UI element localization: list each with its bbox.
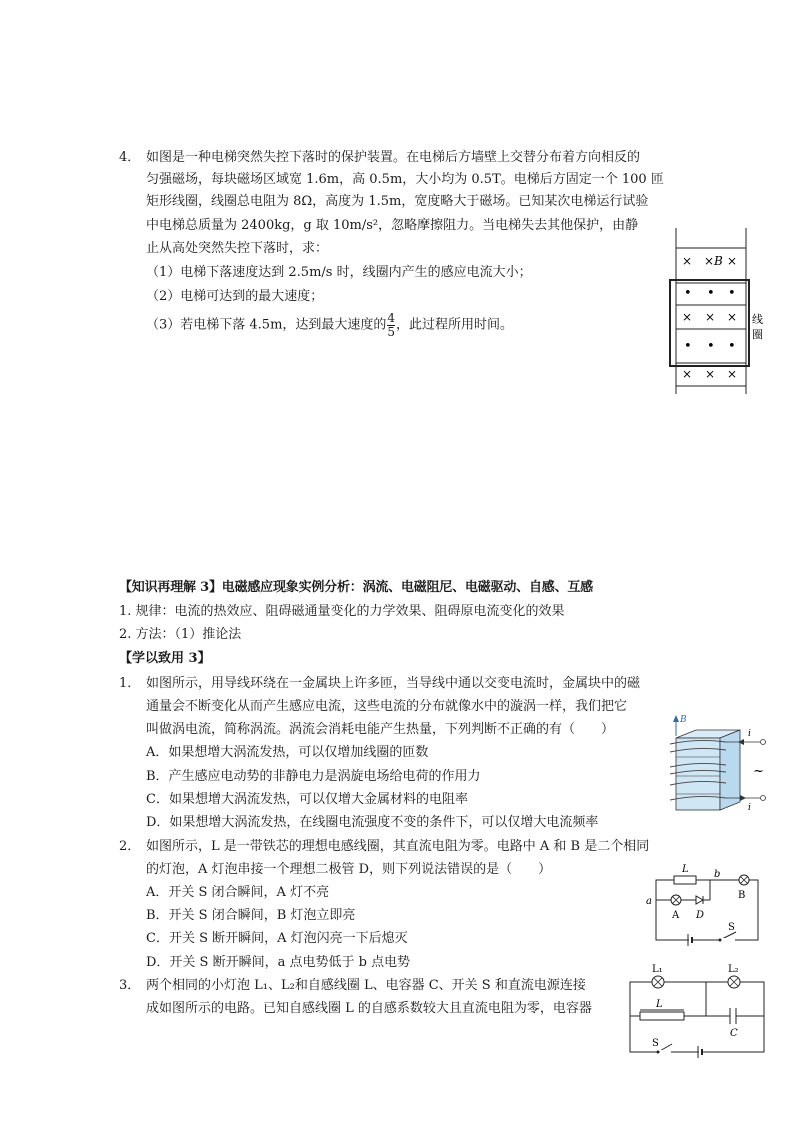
node-b-label: b (714, 869, 721, 880)
dot-symbol: • (728, 339, 736, 354)
b-field-label: B (714, 254, 723, 268)
inductor-label: L (656, 999, 663, 1010)
q2-circuit-figure (644, 858, 766, 950)
q3-circuit-figure (626, 960, 770, 1058)
switch-contact (719, 939, 722, 942)
apply3-q1-option-b: B．产生感应电动势的非静电力是涡旋电场给电荷的作用力 (146, 769, 481, 784)
dot-symbol: • (707, 286, 715, 301)
battery-gap (689, 938, 691, 942)
switch-label: S (728, 922, 735, 933)
apply3-q2-option-a: A．开关 S 闭合瞬间，A 灯不亮 (146, 885, 330, 900)
switch-gap (721, 938, 735, 942)
q4-line-1: 如图是一种电梯突然失控下落时的保护装置。在电梯后方墙壁上交替分布着方向相反的 (146, 150, 641, 165)
apply3-q3-line-2: 成如图所示的电路。已知自感线圈 L 的自感系数较大且直流电阻为零，电容器 (146, 1001, 592, 1016)
apply3-q3-number: 3． (119, 978, 141, 993)
cross-symbol: × (727, 254, 738, 268)
battery-gap (699, 1050, 701, 1054)
apply3-q2-line-2: 的灯泡，A 灯泡串接一个理想二极管 D，则下列说法错误的是（ ） (146, 862, 552, 877)
switch-label: S (652, 1038, 659, 1049)
cross-symbol: × (704, 254, 715, 268)
knowledge3-item-1: 1. 规律：电流的热效应、阻碍磁通量变化的力学效果、阻碍原电流变化的效果 (119, 604, 565, 619)
q4-sub3-pre: （3）若电梯下落 4.5m，达到最大速度的 (146, 317, 387, 333)
current-arrow-bottom (740, 795, 746, 801)
q4-line-5: 止从高处突然失控下落时，求： (146, 241, 329, 256)
cross-symbol: × (682, 254, 693, 268)
current-label-bottom: i (748, 803, 751, 813)
cross-symbol: × (727, 310, 738, 324)
diode-label: D (696, 910, 705, 921)
coil-label-char: 圈 (752, 328, 763, 341)
apply3-q2-option-c: C．开关 S 断开瞬间，A 灯泡闪亮一下后熄灭 (146, 931, 408, 946)
lamp-b-label: B (738, 890, 746, 901)
ac-source-symbol: ~ (753, 764, 764, 779)
elevator-figure (664, 228, 774, 396)
q4-fraction-den: 5 (387, 325, 396, 339)
apply3-q1-line-1: 如图所示，用导线环绕在一金属块上许多匝，当导线中通以交变电流时，金属块中的磁 (146, 676, 641, 691)
knowledge3-heading: 【知识再理解 3】电磁感应现象实例分析：涡流、电磁阻尼、电磁驱动、自感、互感 (119, 580, 593, 595)
apply3-q2-line-1: 如图所示，L 是一带铁芯的理想电感线圈，其直流电阻为零。电路中 A 和 B 是二个相同 (146, 839, 650, 854)
q4-line-3: 矩形线圈，线圈总电阻为 8Ω，高度为 1.5m，宽度略大于磁场。已知某次电梯运行试验 (146, 194, 649, 209)
q4-line-4: 中电梯总质量为 2400kg，g 取 10m/s²，忽略摩擦阻力。当电梯失去其他保护，由静 (146, 218, 639, 233)
cross-symbol: × (682, 310, 693, 324)
q4-line-2: 匀强磁场，每块磁场区域宽 1.6m，高 0.5m，大小均为 0.5T。电梯后方固定一个 100 匝 (146, 172, 664, 187)
cross-symbol: × (727, 367, 738, 381)
eddy-current-figure (664, 712, 772, 822)
q4-sub2: （2）电梯可达到的最大速度； (146, 289, 324, 304)
apply3-q1-line-2: 通量会不断变化从而产生感应电流，这些电流的分布就像水中的漩涡一样，我们把它 (146, 699, 628, 714)
capacitor-gap (730, 1010, 736, 1022)
dot-symbol: • (707, 339, 715, 354)
terminal-bottom (761, 796, 766, 801)
inductor-coil (674, 876, 696, 884)
apply3-q1-line-3: 叫做涡电流，简称涡流。涡流会消耗电能产生热量，下列判断不正确的有（ ） (146, 722, 615, 737)
q4-sub1: （1）电梯下落速度达到 2.5m/s 时，线圈内产生的感应电流大小； (146, 265, 532, 280)
b-field-arrowhead (673, 715, 679, 722)
apply3-q2-option-d: D．开关 S 断开瞬间，a 点电势低于 b 点电势 (146, 955, 411, 970)
cross-symbol: × (705, 367, 716, 381)
apply3-q1-option-c: C．如果想增大涡流发热，可以仅增大金属材料的电阻率 (146, 792, 468, 807)
dot-symbol: • (684, 286, 692, 301)
lamp-l2-label: L₂ (728, 964, 739, 975)
current-label-top: i (748, 729, 751, 739)
b-field-label: B (680, 715, 687, 725)
terminal-top (761, 740, 766, 745)
apply3-q1-number: 1． (119, 676, 141, 691)
inductor-coil (640, 1012, 684, 1020)
inductor-label: L (682, 864, 689, 875)
coil-label-char: 线 (752, 313, 763, 326)
apply3-heading: 【学以致用 3】 (119, 651, 211, 666)
knowledge3-item-2: 2. 方法：（1）推论法 (119, 627, 242, 642)
apply3-q2-number: 2． (119, 839, 141, 854)
apply3-q1-option-d: D．如果想增大涡流发热，在线圈电流强度不变的条件下，可以仅增大电流频率 (146, 815, 599, 830)
dot-symbol: • (728, 286, 736, 301)
apply3-q2-option-b: B．开关 S 闭合瞬间，B 灯泡立即亮 (146, 908, 356, 923)
apply3-q1-option-a: A．如果想增大涡流发热，可以仅增加线圈的匝数 (146, 745, 429, 760)
lamp-a-label: A (672, 910, 680, 921)
cross-symbol: × (705, 310, 716, 324)
switch-gap (659, 1050, 671, 1054)
cross-symbol: × (682, 367, 693, 381)
apply3-q3-line-1: 两个相同的小灯泡 L₁、L₂和自感线圈 L、电容器 C、开关 S 和直流电源连接 (146, 978, 586, 993)
q4-fraction-num: 4 (387, 311, 396, 325)
q4-sub3 (146, 312, 513, 339)
q4-fraction (387, 312, 395, 339)
capacitor-label: C (730, 1028, 738, 1039)
lamp-l1-label: L₁ (652, 964, 663, 975)
dot-symbol: • (684, 339, 692, 354)
switch-contact (657, 1051, 660, 1054)
diode-symbol (696, 896, 703, 904)
q4-number: 4． (119, 150, 141, 165)
q4-sub3-post: ，此过程所用时间。 (396, 317, 514, 333)
node-a-label: a (646, 896, 652, 907)
